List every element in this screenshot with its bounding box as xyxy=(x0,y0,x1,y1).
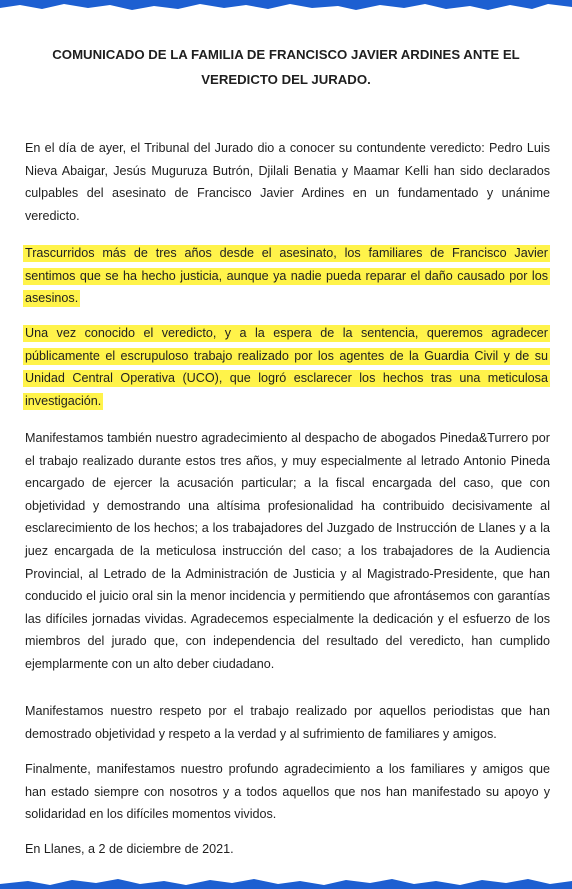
date-text: En Llanes, a 2 de diciembre de 2021. xyxy=(25,842,234,856)
paragraph-text: Manifestamos también nuestro agradecimiento al despacho de abogados Pineda&Turrero por el trabajo realizado durante estos tres años, y muy especialmente al letrado Antonio Pineda encargado de ejercer la acusación particular; a la fiscal encargada del caso, que con objetividad y demostrando una altísima profesionalidad ha contribuido decisivamente al esclarecimiento de los hechos; a los trabajadores del Juzgado de Instrucción de Llanes y a la juez encargada de la meticulosa instrucción del caso; a los trabajadores de la Audiencia Provincial, al Letrado de la Administración de Justicia y al Magistrado-Presidente, que han conducido el juicio oral sin la menor incidencia y permitiendo que afrontásemos con garantías las difíciles jornadas vividas. Agradecemos especialmente la dedicación y el esfuerzo de los miembros del jurado que, con independencia del resultado del veredicto, han cumplido ejemplarmente con un alto deber ciudadano. xyxy=(25,431,550,671)
date-line xyxy=(25,838,550,861)
paragraph-guardia-civil-highlighted xyxy=(25,322,550,412)
paragraph-text: Manifestamos nuestro respeto por el trabajo realizado por aquellos periodistas que han demostrado objetividad y respeto a la verdad y al sufrimiento de familiares y amigos. xyxy=(25,704,550,741)
highlighted-text: Una vez conocido el veredicto, y a la espera de la sentencia, queremos agradecer públicamente el escrupuloso trabajo realizado por los agentes de la Guardia Civil y de su Unidad Central Operativa (UCO), que logró esclarecer los hechos tras una meticulosa investigación. xyxy=(25,326,548,408)
paragraph-press xyxy=(25,700,550,745)
paragraph-justice-highlighted xyxy=(25,242,550,310)
paragraph-acknowledgements xyxy=(25,427,550,676)
document-title-text: COMUNICADO DE LA FAMILIA DE FRANCISCO JAVIER ARDINES ANTE EL VEREDICTO DEL JURADO. xyxy=(52,47,520,87)
paragraph-text: En el día de ayer, el Tribunal del Jurado dio a conocer su contundente veredicto: Pedro Luis Nieva Abaigar, Jesús Muguruza Butrón, Djilali Benatia y Maamar Kelli han sido declarados culpables del asesinato de Francisco Javier Ardines en un fundamentado y unánime veredicto. xyxy=(25,141,550,223)
document-title xyxy=(30,42,542,92)
torn-edge-top xyxy=(0,0,572,14)
highlighted-text: Trascurridos más de tres años desde el asesinato, los familiares de Francisco Javier sentimos que se ha hecho justicia, aunque ya nadie pueda reparar el daño causado por los asesinos. xyxy=(25,246,548,306)
paragraph-family-friends xyxy=(25,758,550,826)
paragraph-verdict xyxy=(25,137,550,227)
paragraph-text: Finalmente, manifestamos nuestro profundo agradecimiento a los familiares y amigos que han estado siempre con nosotros y a todos aquellos que nos han manifestado su apoyo y solidaridad en los difíciles momentos vividos. xyxy=(25,762,550,822)
torn-edge-bottom xyxy=(0,875,572,889)
